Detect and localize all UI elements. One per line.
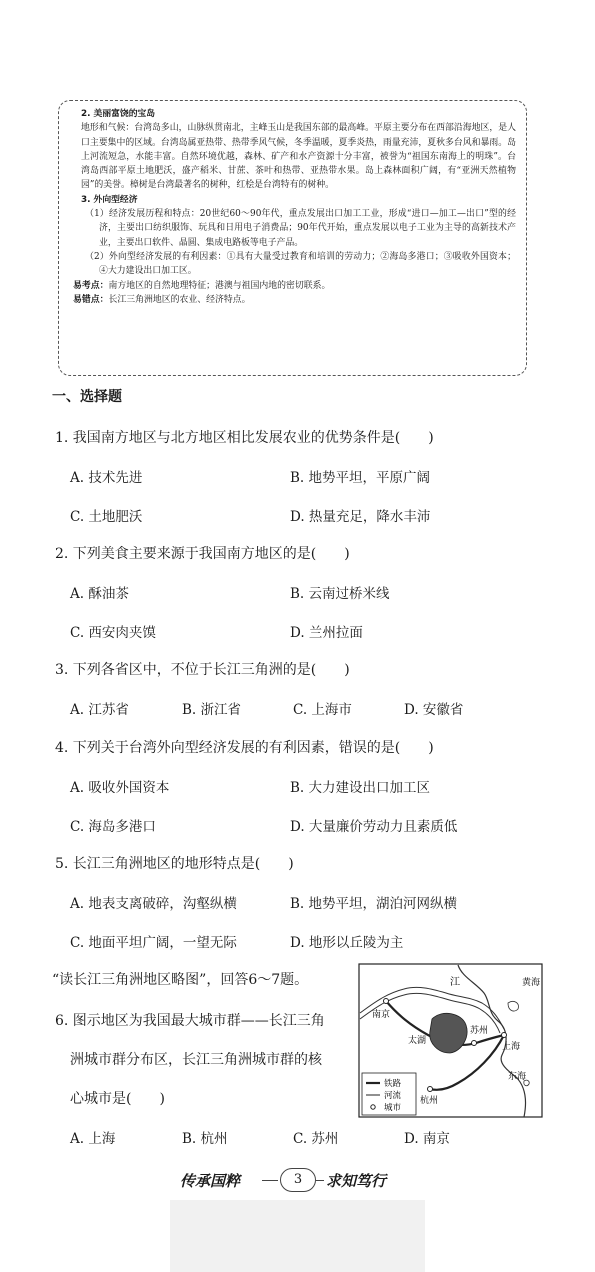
q1-option-a: A. 技术先进	[70, 470, 143, 486]
notes-heading-2: 2. 美丽富饶的宝岛	[81, 109, 156, 119]
page-number: 3	[280, 1168, 316, 1192]
q4-option-b: B. 大力建设出口加工区	[290, 780, 431, 796]
notes-paragraph-2: 地形和气候：台湾岛多山，山脉纵贯南北，主峰玉山是我国东部的最高峰。平原主要分布在西部沿海地区，是人口主要集中的区域。台湾岛属亚热带、热带季风气候，冬季温暖，夏季炎热，雨量充沛，夏秋多台风和暴雨。岛上河流短急，水能丰富。自然环境优越，森林、矿产和水产资源十分丰富，被誉为“祖国东南海上的明珠”。台湾岛西部平原土地肥沃，盛产稻米、甘蔗、茶叶和热带、亚热带水果。岛上森林面积广阔，有“亚洲天然植物园”的美誉。樟树是台湾最著名的树种，红桧是台湾特有的树种。	[81, 123, 516, 191]
question-3-stem: 3. 下列各省区中，不位于长江三角洲的是( )	[55, 662, 350, 678]
question-1-stem: 1. 我国南方地区与北方地区相比发展农业的优势条件是( )	[55, 430, 434, 446]
map-label-shanghai: 上海	[502, 1041, 521, 1051]
map-label-taihu: 太湖	[408, 1035, 427, 1045]
q2-option-a: A. 酥油茶	[70, 586, 129, 602]
notes-heading-3: 3. 外向型经济	[81, 194, 138, 205]
knowledge-notes-box	[58, 100, 527, 376]
q2-option-b: B. 云南过桥米线	[290, 586, 390, 602]
question-2-stem: 2. 下列美食主要来源于我国南方地区的是( )	[55, 546, 350, 562]
section-title: 一、选择题	[52, 389, 122, 405]
q1-option-c: C. 土地肥沃	[70, 509, 143, 525]
q5-option-b: B. 地势平坦，湖泊河网纵横	[290, 896, 458, 912]
footer-right-motto: 求知笃行	[326, 1172, 387, 1190]
question-5-stem: 5. 长江三角洲地区的地形特点是( )	[55, 856, 294, 872]
q3-option-a: A. 江苏省	[70, 702, 129, 718]
scan-shadow	[170, 1200, 425, 1272]
q5-option-d: D. 地形以丘陵为主	[290, 935, 404, 951]
map-label-river: 江	[450, 977, 460, 988]
q2-option-c: C. 西安肉夹馍	[70, 625, 156, 641]
q2-option-d: D. 兰州拉面	[290, 625, 363, 641]
notes-paragraph-3b: （2）外向型经济发展的有利因素：①具有大量受过教育和培训的劳动力；②海岛多港口；③吸收外国资本；④大力建设出口加工区。	[85, 251, 516, 277]
q4-option-d: D. 大量廉价劳动力且素质低	[290, 819, 458, 835]
notes-easy-error: 易错点：长江三角洲地区的农业、经济特点。	[73, 294, 251, 305]
q3-option-d: D. 安徽省	[404, 702, 464, 718]
map-label-nanjing: 南京	[372, 1009, 391, 1019]
map-label-hangzhou: 杭州	[420, 1095, 439, 1105]
question-4-stem: 4. 下列关于台湾外向型经济发展的有利因素，错误的是( )	[55, 740, 434, 756]
q6-option-a: A. 上海	[70, 1131, 116, 1147]
notes-paragraph-3a: （1）经济发展历程和特点：20世纪60～90年代，重点发展出口加工工业，形成“进口—加工—出口”型的经济，主要出口纺织服饰、玩具和日用电子消费品；90年代开始，重点发展以电子工业为主导的高新技术产业，主要出口软件、晶圆、集成电路板等电子产品。	[85, 209, 516, 248]
page-footer	[170, 1166, 425, 1194]
map-label-donghai: 东海	[508, 1071, 527, 1081]
q6-option-c: C. 苏州	[293, 1131, 339, 1147]
q1-option-b: B. 地势平坦，平原广阔	[290, 470, 431, 486]
yangtze-delta-map	[358, 963, 543, 1118]
question-6-line-3: 心城市是( )	[70, 1091, 165, 1107]
question-6-line-2: 洲城市群分布区，长江三角洲城市群的核	[70, 1052, 322, 1068]
q5-option-a: A. 地表支离破碎，沟壑纵横	[70, 896, 237, 912]
map-label-huanghai: 黄海	[522, 977, 541, 987]
footer-left-motto: 传承国粹	[180, 1172, 241, 1190]
notes-easy-exam: 易考点：南方地区的自然地理特征；港澳与祖国内地的密切联系。	[73, 280, 331, 291]
q6-option-d: D. 南京	[404, 1131, 450, 1147]
q3-option-c: C. 上海市	[293, 702, 352, 718]
q1-option-d: D. 热量充足，降水丰沛	[290, 509, 431, 525]
q5-option-c: C. 地面平坦广阔，一望无际	[70, 935, 237, 951]
legend-river: 河流	[384, 1090, 402, 1100]
q3-option-b: B. 浙江省	[182, 702, 242, 718]
legend-rail: 铁路	[384, 1078, 402, 1088]
questions-6-7-intro: “读长江三角洲地区略图”，回答6～7题。	[52, 972, 309, 988]
legend-city: 城市	[384, 1102, 402, 1112]
q6-option-b: B. 杭州	[182, 1131, 228, 1147]
q4-option-a: A. 吸收外国资本	[70, 780, 170, 796]
question-6-line-1: 6. 图示地区为我国最大城市群——长江三角	[55, 1013, 325, 1029]
q4-option-c: C. 海岛多港口	[70, 819, 156, 835]
map-label-suzhou: 苏州	[470, 1025, 489, 1035]
